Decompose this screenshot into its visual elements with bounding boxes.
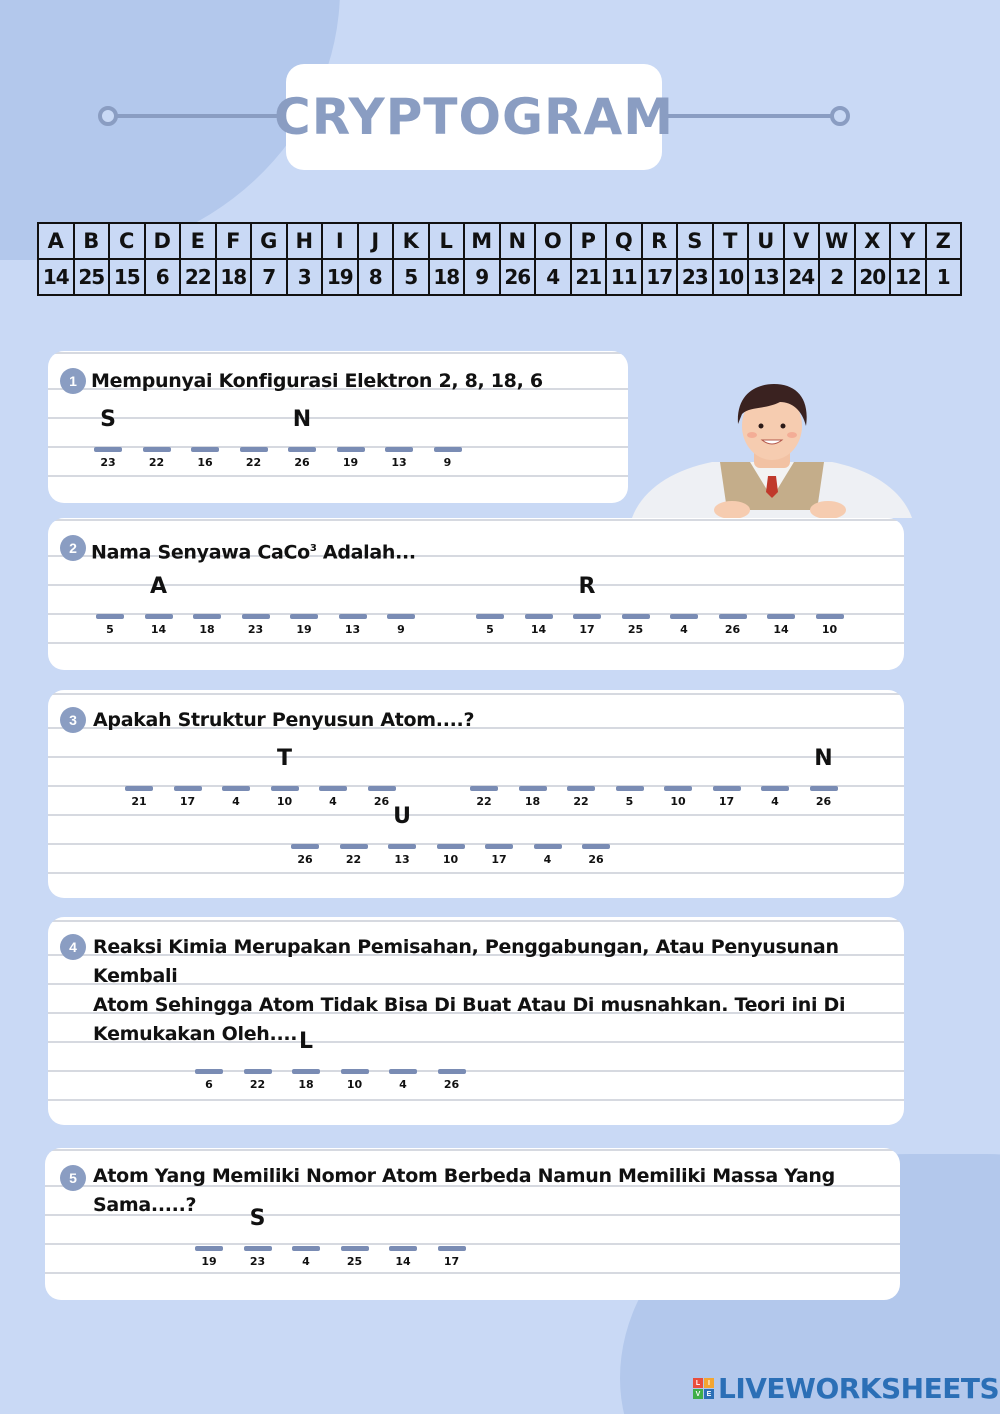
answer-blank[interactable] [222, 786, 250, 791]
answer-blank[interactable] [438, 1069, 466, 1074]
question-number-badge: 4 [60, 934, 86, 960]
question-text: Nama Senyawa CaCo$^3$ Adalah... [91, 541, 416, 564]
title-box [274, 64, 674, 170]
cipher-number: 21 [131, 795, 147, 808]
liveworksheets-brand [693, 1372, 999, 1405]
title-decor-dot-left [98, 106, 118, 126]
question-number-badge: 2 [60, 535, 86, 561]
key-number-cell: 24 [784, 259, 820, 295]
liveworksheets-logo-icon: L I V E [693, 1378, 714, 1399]
key-letter-cell: T [713, 223, 749, 259]
answer-letter: N [292, 407, 312, 432]
key-number-cell: 11 [606, 259, 642, 295]
cipher-number: 26 [588, 853, 604, 866]
key-number-cell: 23 [677, 259, 713, 295]
answer-blank[interactable] [713, 786, 741, 791]
question-card-1 [48, 351, 628, 503]
cipher-number: 22 [148, 456, 165, 469]
key-letter-cell: F [216, 223, 252, 259]
answer-blank[interactable] [341, 1069, 369, 1074]
answer-blank[interactable] [242, 614, 270, 619]
cipher-number: 22 [476, 795, 492, 808]
key-letter-cell: I [322, 223, 358, 259]
answer-blank[interactable] [193, 614, 221, 619]
cipher-number: 13 [344, 623, 361, 636]
key-letter-cell: O [535, 223, 571, 259]
answer-blank[interactable] [195, 1246, 223, 1251]
key-letter-cell: K [393, 223, 429, 259]
answer-blank[interactable] [319, 786, 347, 791]
key-letter-cell: H [287, 223, 323, 259]
cipher-number: 23 [100, 456, 116, 469]
key-number-cell: 21 [571, 259, 607, 295]
question-text: Atom Yang Memiliki Nomor Atom Berbeda Namun Memiliki Massa Yang Sama.....? [93, 1165, 835, 1216]
question-card-2 [48, 518, 904, 670]
cipher-number: 22 [245, 456, 262, 469]
cipher-number: 17 [443, 1255, 460, 1268]
answer-blank[interactable] [174, 786, 202, 791]
question-card-3 [48, 690, 904, 898]
cipher-number: 14 [530, 623, 547, 636]
cipher-number: 17 [491, 853, 507, 866]
cipher-number: 10 [821, 623, 838, 636]
question-text: Mempunyai Konfigurasi Elektron 2, 8, 18, 6 [91, 370, 543, 392]
key-letter-cell: A [38, 223, 74, 259]
key-letter-cell: Y [890, 223, 926, 259]
key-number-cell: 22 [180, 259, 216, 295]
answer-blank[interactable] [387, 614, 415, 619]
page-title: CRYPTOGRAM [274, 88, 674, 146]
answer-letter: N [814, 746, 833, 771]
title-decor-dot-right [830, 106, 850, 126]
cipher-key-table [37, 222, 962, 296]
question-card-5 [45, 1148, 900, 1300]
key-numbers-row [38, 259, 961, 295]
brand-name: LIVEWORKSHEETS [718, 1372, 1000, 1405]
cipher-number: 23 [249, 1255, 266, 1268]
answer-blank[interactable] [244, 1069, 272, 1074]
key-number-cell: 12 [890, 259, 926, 295]
key-number-cell: 8 [358, 259, 394, 295]
cipher-number: 26 [815, 795, 832, 808]
answer-blank[interactable] [470, 786, 498, 791]
key-number-cell: 3 [287, 259, 323, 295]
answer-blank[interactable] [125, 786, 153, 791]
title-decor-line-right [660, 114, 840, 118]
key-letter-cell: G [251, 223, 287, 259]
cipher-number: 6 [205, 1078, 213, 1091]
key-number-cell: 14 [38, 259, 74, 295]
question-number-badge: 3 [60, 707, 86, 733]
question-number-badge: 5 [60, 1165, 86, 1191]
key-number-cell: 20 [855, 259, 891, 295]
cipher-number: 5 [486, 623, 494, 636]
answer-blank[interactable] [337, 447, 365, 452]
key-number-cell: 7 [251, 259, 287, 295]
cipher-number: 26 [297, 853, 313, 866]
cipher-number: 22 [573, 795, 589, 808]
question-text: Reaksi Kimia Merupakan Pemisahan, Penggabungan, Atau Penyusunan Kembali Atom Sehingga Atom Tidak Bisa Di Buat Atau Di musnahkan. Teori ini Di Kemukakan Oleh.... [93, 936, 846, 1045]
answer-blank[interactable] [616, 786, 644, 791]
cipher-number: 10 [346, 1078, 363, 1091]
key-letter-cell: E [180, 223, 216, 259]
cipher-number: 26 [294, 456, 310, 469]
cipher-number: 22 [249, 1078, 266, 1091]
key-letter-cell: L [429, 223, 465, 259]
student-illustration [632, 380, 912, 520]
key-letters-row [38, 223, 961, 259]
answer-blank[interactable] [341, 1246, 369, 1251]
cipher-number: 9 [397, 623, 405, 636]
cipher-number: 10 [670, 795, 686, 808]
answer-blank[interactable] [761, 786, 789, 791]
question-card-4 [48, 917, 904, 1125]
answer-blank[interactable] [670, 614, 698, 619]
answer-blank[interactable] [340, 844, 368, 849]
answer-blank[interactable] [767, 614, 795, 619]
answer-blank[interactable] [389, 1246, 417, 1251]
answer-blank[interactable] [582, 844, 610, 849]
cipher-number: 5 [625, 795, 634, 808]
answer-blank[interactable] [719, 614, 747, 619]
key-number-cell: 5 [393, 259, 429, 295]
key-number-cell: 18 [429, 259, 465, 295]
answer-blank[interactable] [339, 614, 367, 619]
cipher-number: 9 [443, 456, 452, 469]
cipher-number: 26 [443, 1078, 460, 1091]
question-number-badge: 1 [60, 368, 86, 394]
cipher-number: 4 [680, 623, 688, 636]
answer-blank[interactable] [292, 1069, 320, 1074]
answer-letter: S [100, 407, 116, 432]
key-number-cell: 26 [500, 259, 536, 295]
key-number-cell: 10 [713, 259, 749, 295]
answer-blank[interactable] [525, 614, 553, 619]
answer-blank[interactable] [94, 447, 122, 452]
key-letter-cell: D [145, 223, 181, 259]
question-text: Apakah Struktur Penyusun Atom....? [93, 709, 475, 731]
key-letter-cell: C [109, 223, 145, 259]
cipher-number: 23 [247, 623, 264, 636]
key-letter-cell: B [74, 223, 110, 259]
cipher-number: 4 [302, 1255, 310, 1268]
answer-blank[interactable] [385, 447, 413, 452]
cipher-number: 25 [627, 623, 644, 636]
answer-blank[interactable] [567, 786, 595, 791]
cipher-number: 26 [724, 623, 741, 636]
answer-letter: S [249, 1206, 266, 1231]
answer-blank[interactable] [388, 844, 416, 849]
cipher-number: 17 [579, 623, 595, 636]
cipher-number: 13 [391, 456, 407, 469]
answer-blank[interactable] [519, 786, 547, 791]
cipher-number: 13 [394, 853, 410, 866]
cipher-number: 16 [197, 456, 213, 469]
answer-blank[interactable] [292, 1246, 320, 1251]
key-number-cell: 18 [216, 259, 252, 295]
answer-blank[interactable] [240, 447, 268, 452]
answer-blank[interactable] [434, 447, 462, 452]
answer-blank[interactable] [96, 614, 124, 619]
cipher-number: 19 [296, 623, 312, 636]
answer-blank[interactable] [534, 844, 562, 849]
answer-letter: A [149, 574, 168, 599]
key-letter-cell: R [642, 223, 678, 259]
cipher-number: 18 [298, 1078, 314, 1091]
cipher-number: 22 [345, 853, 362, 866]
answer-blank[interactable] [573, 614, 601, 619]
key-number-cell: 2 [819, 259, 855, 295]
key-letter-cell: Z [926, 223, 962, 259]
key-letter-cell: P [571, 223, 607, 259]
answer-blank[interactable] [291, 844, 319, 849]
key-letter-cell: X [855, 223, 891, 259]
key-number-cell: 4 [535, 259, 571, 295]
answer-letter: L [298, 1029, 314, 1054]
cipher-number: 4 [329, 795, 337, 808]
key-number-cell: 6 [145, 259, 181, 295]
answer-blank[interactable] [389, 1069, 417, 1074]
cipher-number: 10 [276, 795, 293, 808]
answer-blank[interactable] [810, 786, 838, 791]
answer-blank[interactable] [816, 614, 844, 619]
key-letter-cell: W [819, 223, 855, 259]
key-letter-cell: V [784, 223, 820, 259]
cipher-number: 25 [346, 1255, 363, 1268]
key-number-cell: 15 [109, 259, 145, 295]
cipher-number: 14 [395, 1255, 411, 1268]
answer-letter: T [276, 746, 292, 771]
cipher-number: 19 [342, 456, 359, 469]
cipher-number: 17 [718, 795, 735, 808]
answer-blank[interactable] [191, 447, 219, 452]
key-number-cell: 9 [464, 259, 500, 295]
answer-blank[interactable] [195, 1069, 223, 1074]
answer-blank[interactable] [244, 1246, 272, 1251]
answer-blank[interactable] [368, 786, 396, 791]
cipher-number: 4 [543, 853, 552, 866]
cipher-number: 4 [232, 795, 240, 808]
key-letter-cell: U [748, 223, 784, 259]
key-letter-cell: J [358, 223, 394, 259]
answer-blank[interactable] [664, 786, 692, 791]
cipher-number: 19 [201, 1255, 217, 1268]
title-decor-line-left [106, 114, 290, 118]
key-letter-cell: S [677, 223, 713, 259]
answer-letter: R [578, 574, 596, 599]
key-number-cell: 1 [926, 259, 962, 295]
key-number-cell: 25 [74, 259, 110, 295]
answer-blank[interactable] [438, 1246, 466, 1251]
answer-blank[interactable] [622, 614, 650, 619]
key-letter-cell: Q [606, 223, 642, 259]
cipher-number: 17 [179, 795, 196, 808]
cipher-number: 18 [524, 795, 541, 808]
key-letter-cell: N [500, 223, 536, 259]
cipher-number: 5 [106, 623, 114, 636]
key-number-cell: 17 [642, 259, 678, 295]
answer-blank[interactable] [437, 844, 465, 849]
answer-blank[interactable] [476, 614, 504, 619]
key-letter-cell: M [464, 223, 500, 259]
cipher-number: 18 [199, 623, 215, 636]
answer-blank[interactable] [290, 614, 318, 619]
key-number-cell: 19 [322, 259, 358, 295]
cipher-number: 10 [442, 853, 459, 866]
cipher-number: 14 [773, 623, 789, 636]
cipher-number: 26 [373, 795, 390, 808]
answer-blank[interactable] [143, 447, 171, 452]
key-number-cell: 13 [748, 259, 784, 295]
answer-blank[interactable] [145, 614, 173, 619]
cipher-number: 4 [771, 795, 779, 808]
answer-blank[interactable] [288, 447, 316, 452]
answer-blank[interactable] [271, 786, 299, 791]
answer-letter: U [393, 804, 411, 829]
cipher-number: 4 [399, 1078, 407, 1091]
answer-blank[interactable] [485, 844, 513, 849]
cipher-number: 14 [150, 623, 167, 636]
